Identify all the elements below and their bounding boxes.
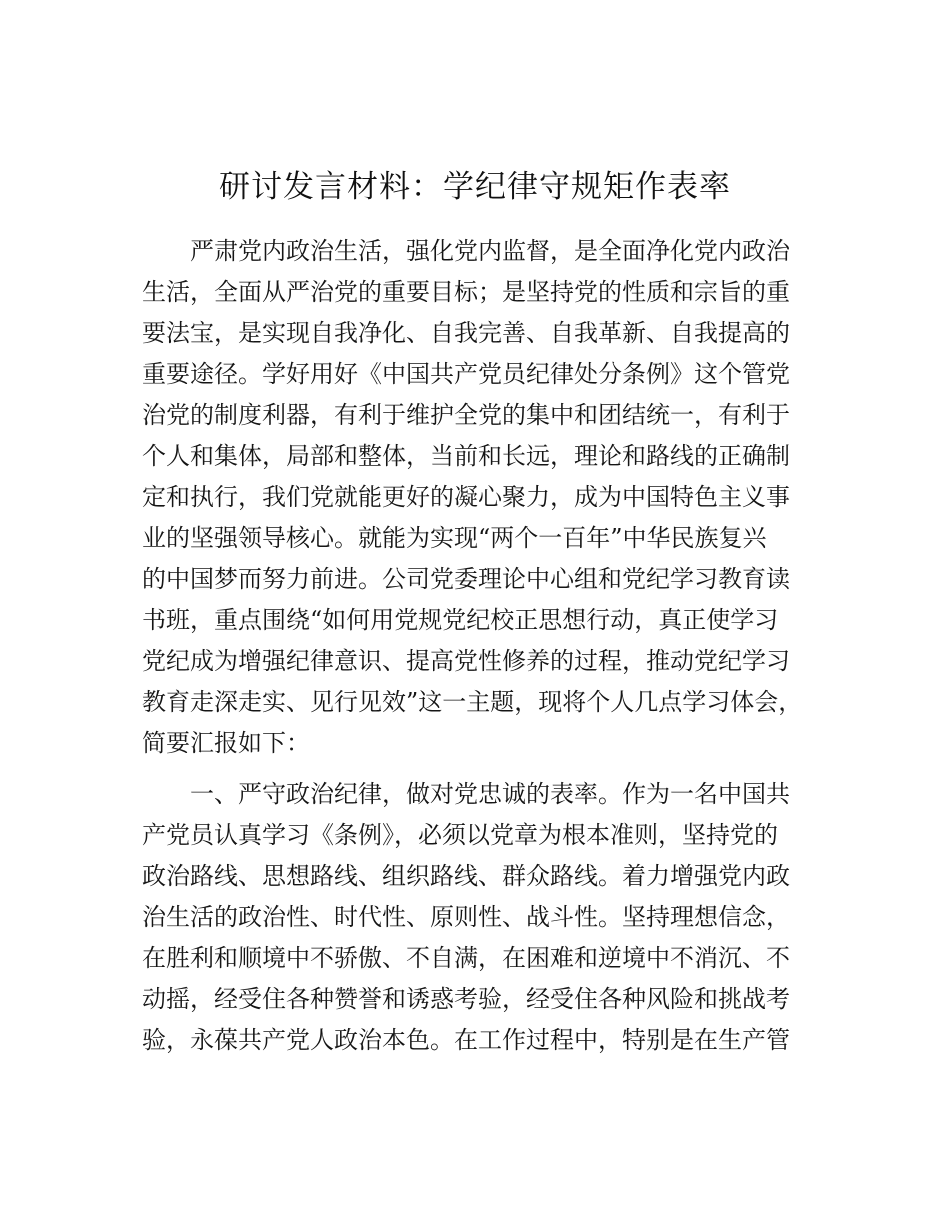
text-line: 简要汇报如下：	[142, 729, 310, 757]
paragraph-intro	[142, 231, 822, 764]
text-line: 的中国梦而努力前进。公司党委理论中心组和党纪学习教育读	[142, 565, 790, 593]
text-line: 书班，重点围绕“如何用党规党纪校正思想行动，真正使学习	[142, 606, 779, 634]
text-line: 在胜利和顺境中不骄傲、不自满，在困难和逆境中不消沉、不	[142, 944, 790, 972]
text-line: 要法宝，是实现自我净化、自我完善、自我革新、自我提高的	[142, 319, 790, 347]
paragraph-spacer	[142, 764, 822, 774]
text-line: 生活，全面从严治党的重要目标；是坚持党的性质和宗旨的重	[142, 278, 790, 306]
text-line: 治党的制度利器，有利于维护全党的集中和团结统一，有利于	[142, 401, 790, 429]
text-line: 动摇，经受住各种赞誉和诱惑考验，经受住各种风险和挑战考	[142, 985, 790, 1013]
text-line: 重要途径。学好用好《中国共产党员纪律处分条例》这个管党	[142, 360, 790, 388]
text-line: 一、严守政治纪律，做对党忠诚的表率。作为一名中国共	[190, 780, 790, 808]
text-line: 业的坚强领导核心。就能为实现“两个一百年”中华民族复兴	[142, 524, 767, 552]
document-body	[142, 231, 822, 1061]
text-line: 政治路线、思想路线、组织路线、群众路线。着力增强党内政	[142, 862, 790, 890]
text-line: 治生活的政治性、时代性、原则性、战斗性。坚持理想信念，	[142, 903, 790, 931]
text-line: 严肃党内政治生活，强化党内监督，是全面净化党内政治	[190, 237, 790, 265]
paragraph-section-one	[142, 774, 822, 1061]
text-line: 教育走深走实、见行见效”这一主题，现将个人几点学习体会，	[142, 688, 803, 716]
text-line: 定和执行，我们党就能更好的凝心聚力，成为中国特色主义事	[142, 483, 790, 511]
document-title: 研讨发言材料：学纪律守规矩作表率	[219, 169, 731, 205]
text-line: 党纪成为增强纪律意识、提高党性修养的过程，推动党纪学习	[142, 647, 790, 675]
text-line: 产党员认真学习《条例》，必须以党章为根本准则，坚持党的	[142, 821, 778, 849]
text-line: 验，永葆共产党人政治本色。在工作过程中，特别是在生产管	[142, 1026, 790, 1054]
text-line: 个人和集体，局部和整体，当前和长远，理论和路线的正确制	[142, 442, 790, 470]
